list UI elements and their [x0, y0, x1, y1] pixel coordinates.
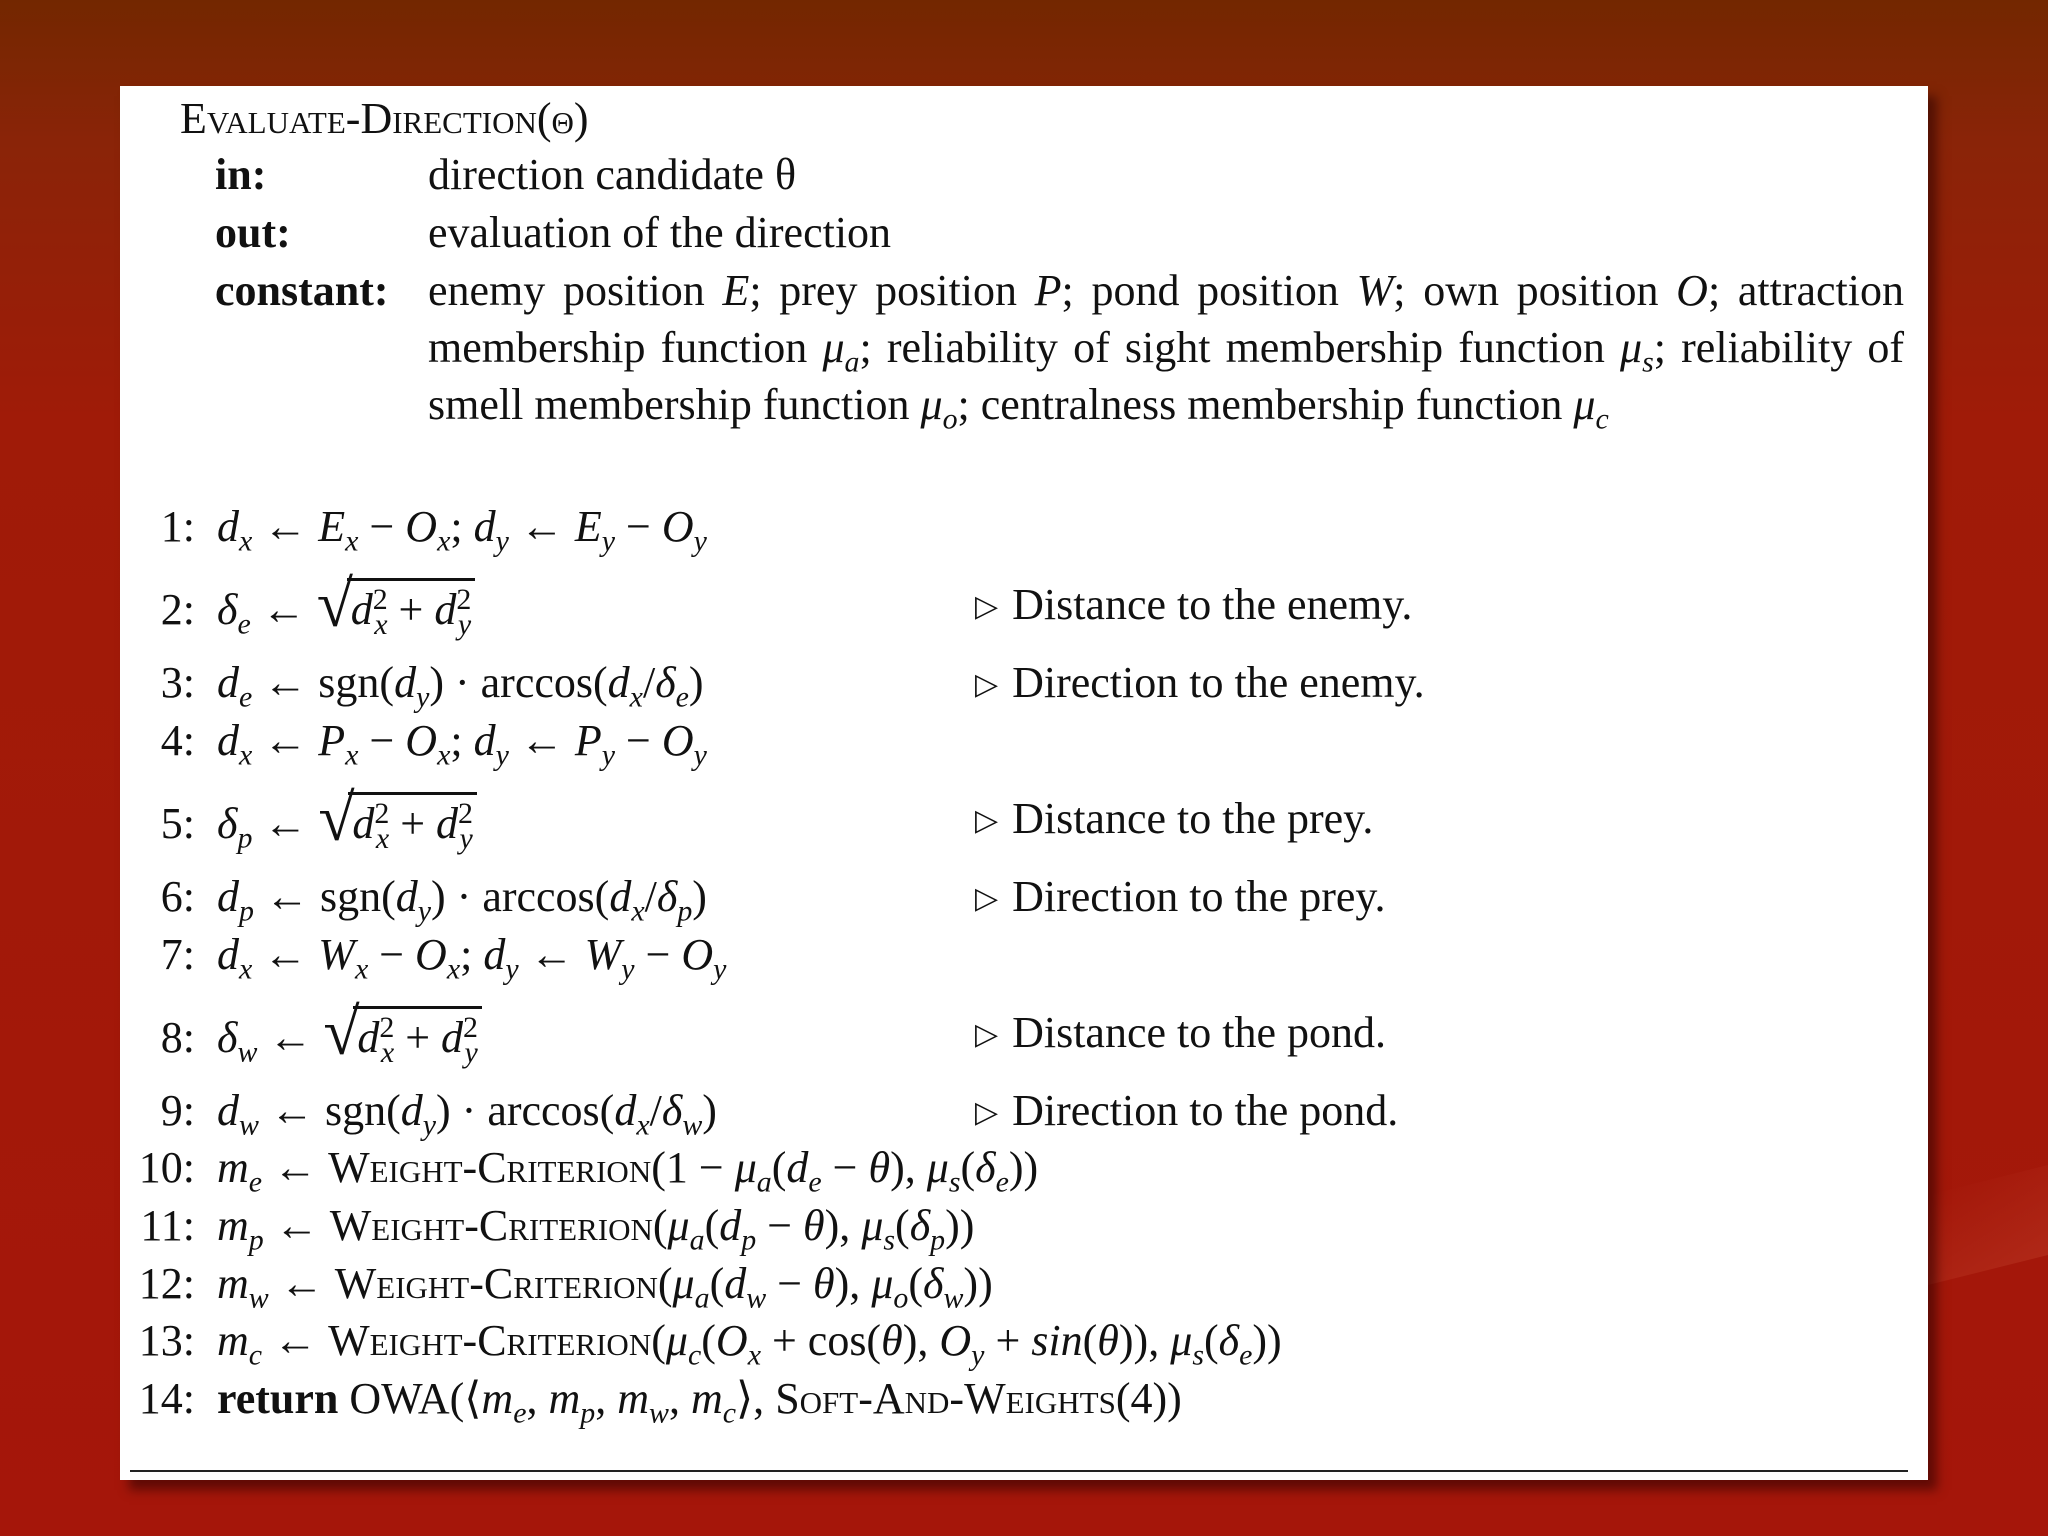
step-3: 3: $d_e$ ← $sgn(d_y) \cdot \arccos(d_x/\delta_e)$ — [120, 656, 704, 710]
comment-6: ▷ Direction to the prey. — [975, 872, 1386, 921]
comment-triangle-icon: ▷ — [975, 804, 999, 837]
return-keyword: return — [217, 1374, 339, 1423]
constant-text: enemy position E; prey position P; pond position W; own position O; attraction membership function $\mu_a$; reliability of sight membership function $\mu_s$; reliability of smell membership function $\mu_o$; centralness membership function $\mu_c$ — [428, 266, 1904, 436]
background-swoosh — [1928, 1165, 2048, 1285]
step-11: 11: $m_p$ ← Weight-$Criterion(\mu_a(d_p - \theta)$, $\mu_s(\delta_p)$) — [120, 1199, 974, 1253]
step-4: 4: $d_x$ ← $P_x - O_x$; $d_y$ ← $P_y - O_y$ — [120, 714, 707, 768]
line-number: 2: — [160, 585, 195, 634]
comment-triangle-icon: ▷ — [975, 882, 999, 915]
line-number: 14: — [138, 1374, 195, 1423]
line-number: 5: — [160, 799, 195, 848]
step-2: 2: $\delta_e$ ← √ $d^2_x + d^2_y$ — [120, 578, 475, 637]
comment-2: ▷ Distance to the enemy. — [975, 580, 1413, 629]
procedure-param: (θ) — [536, 94, 589, 143]
line-number: 6: — [160, 872, 195, 921]
procedure-name: Evaluate-Direction — [180, 94, 537, 143]
step-5: 5: $\delta_p$ ← √ $d^2_x + d^2_y$ — [120, 792, 477, 851]
algorithm-card — [120, 86, 1928, 1480]
sqrt-expression: √ $d^2_x + d^2_y$ — [317, 578, 475, 637]
step-12: 12: $m_w$ ← Weight-$Criterion(\mu_a(d_w - \theta)$, $\mu_o(\delta_w)$) — [120, 1257, 993, 1311]
step-6: 6: $d_p$ ← $sgn(d_y) \cdot \arccos(d_x/\delta_p)$ — [120, 870, 707, 924]
step-13: 13: $m_c$ ← Weight-$Criterion(\mu_c(O_x + \cos(\theta)$, $O_y + \sin(\theta)$), $\mu_s(\delta_e)$) — [120, 1314, 1282, 1368]
out-text: evaluation of the direction — [428, 208, 892, 257]
comment-3: ▷ Direction to the enemy. — [975, 658, 1425, 707]
line-number: 7: — [160, 930, 195, 979]
comment-triangle-icon: ▷ — [975, 590, 999, 623]
line-number: 8: — [160, 1013, 195, 1062]
step-9: 9: $d_w$ ← $sgn(d_y) \cdot \arccos(d_x/\delta_w)$ — [120, 1084, 717, 1138]
comment-triangle-icon: ▷ — [975, 1096, 999, 1129]
line-number: 11: — [140, 1201, 195, 1250]
constant-label: constant: — [215, 266, 389, 315]
comment-5: ▷ Distance to the prey. — [975, 794, 1374, 843]
line-number: 13: — [138, 1316, 195, 1365]
line-number: 4: — [160, 716, 195, 765]
in-text: direction candidate θ — [428, 150, 797, 199]
step-14: 14: return $OWA(⟨m_e$, $m_p$, $m_w$, $m_c⟩$, Soft-And-Weights(4)) — [120, 1372, 1182, 1426]
comment-triangle-icon: ▷ — [975, 668, 999, 701]
line-number: 12: — [138, 1259, 195, 1308]
sqrt-expression: √ $d^2_x + d^2_y$ — [323, 1006, 481, 1065]
line-number: 1: — [160, 502, 195, 551]
line-number: 10: — [138, 1143, 195, 1192]
comment-9: ▷ Direction to the pond. — [975, 1086, 1399, 1135]
bottom-rule — [130, 1470, 1908, 1472]
out-label: out: — [215, 208, 291, 257]
step-7: 7: $d_x$ ← $W_x - O_x$; $d_y$ ← $W_y - O_y$ — [120, 928, 726, 982]
comment-triangle-icon: ▷ — [975, 1018, 999, 1051]
step-8: 8: $\delta_w$ ← √ $d^2_x + d^2_y$ — [120, 1006, 482, 1065]
in-label: in: — [215, 150, 267, 199]
step-10: 10: $m_e$ ← Weight-Criterion(1 − $\mu_a(d_e - \theta)$, $\mu_s(\delta_e)$) — [120, 1141, 1038, 1195]
algorithm-title — [180, 92, 589, 146]
step-1: 1: $d_x$ ← $E_x - O_x$; $d_y$ ← $E_y - O_y$ — [120, 500, 707, 554]
line-number: 3: — [160, 658, 195, 707]
sqrt-expression: √ $d^2_x + d^2_y$ — [318, 792, 476, 851]
comment-8: ▷ Distance to the pond. — [975, 1008, 1386, 1057]
line-number: 9: — [160, 1086, 195, 1135]
